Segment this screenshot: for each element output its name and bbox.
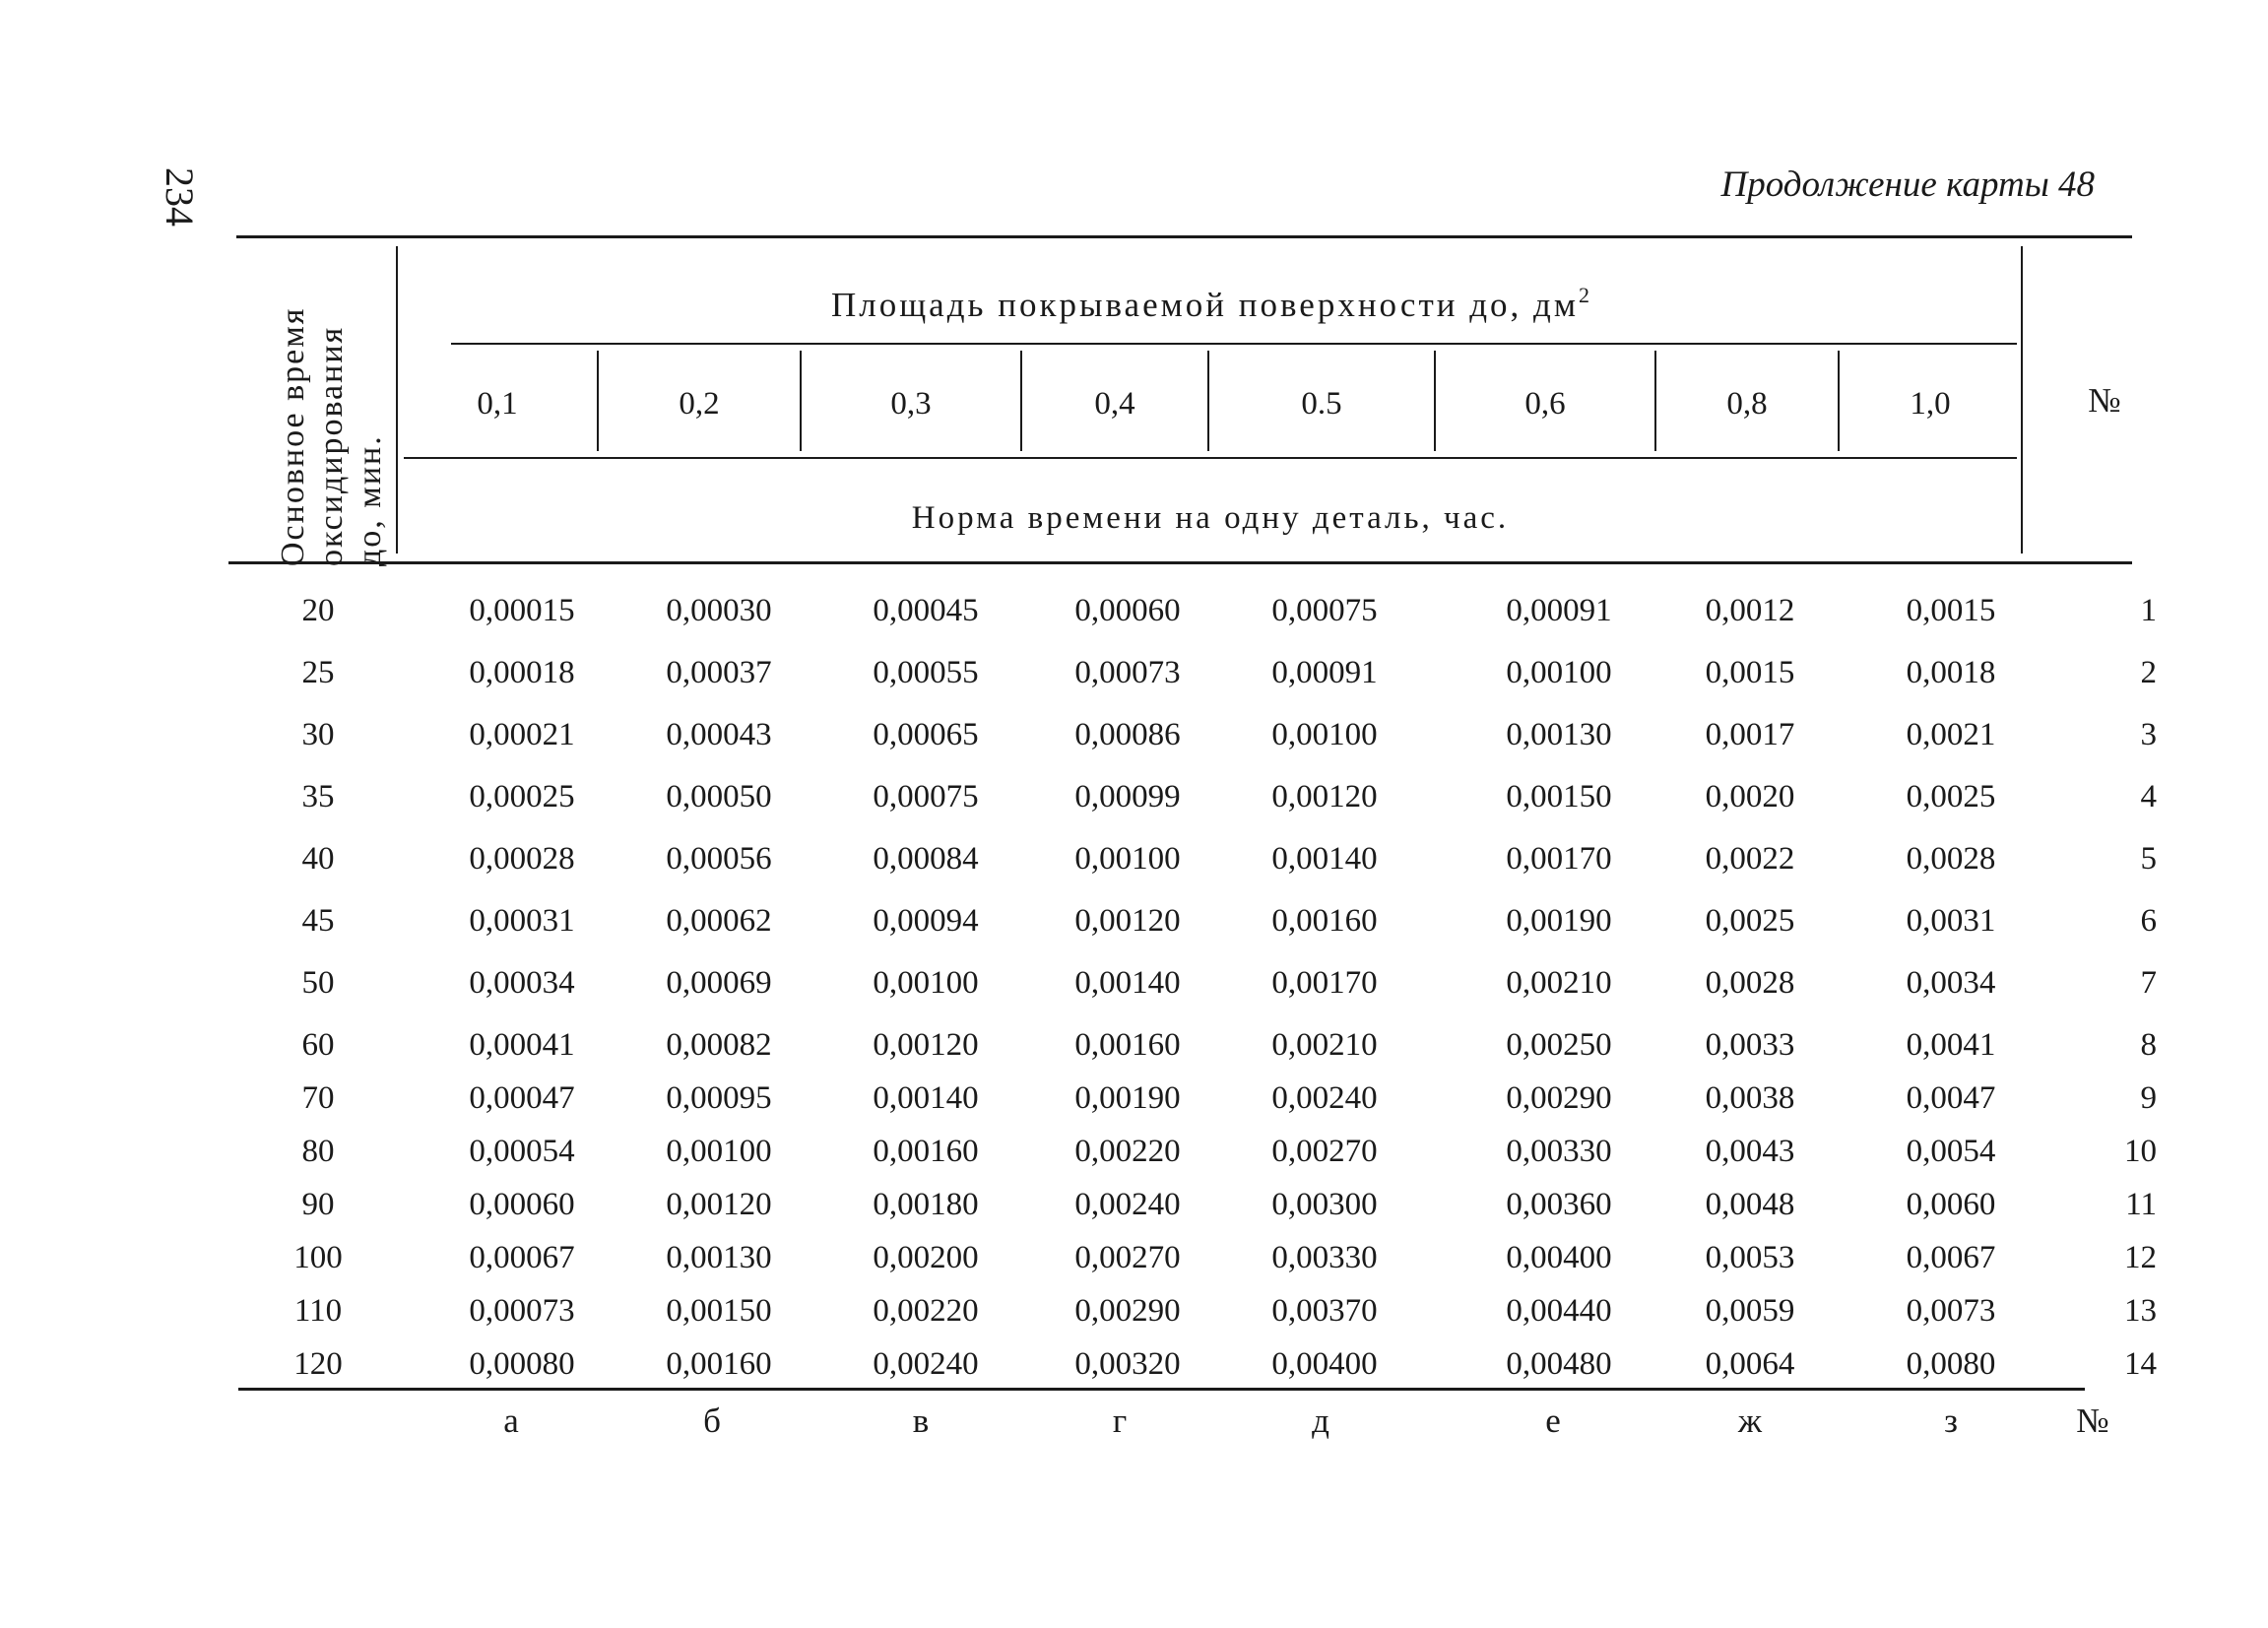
base-time-cell: 110 — [293, 1293, 343, 1329]
norm-cell-b: 0,00069 — [666, 965, 772, 1001]
norm-cell-d: 0,00400 — [1271, 1346, 1378, 1382]
norm-cell-a: 0,00060 — [469, 1187, 575, 1222]
norm-cell-b: 0,00043 — [666, 717, 772, 752]
norm-cell-d: 0,00370 — [1271, 1293, 1378, 1329]
norm-cell-e: 0,00130 — [1506, 717, 1612, 752]
norm-cell-z: 0,0047 — [1906, 1080, 1996, 1116]
norm-cell-z: 0,0031 — [1906, 903, 1996, 939]
norm-cell-z: 0,0060 — [1906, 1187, 1996, 1222]
norm-cell-a: 0,00080 — [469, 1346, 575, 1382]
norm-cell-d: 0,00160 — [1271, 903, 1378, 939]
norm-cell-b: 0,00120 — [666, 1187, 772, 1222]
norm-cell-b: 0,00082 — [666, 1027, 772, 1063]
norm-cell-d: 0,00075 — [1271, 593, 1378, 628]
base-time-cell: 20 — [301, 593, 335, 628]
base-time-cell: 60 — [301, 1027, 335, 1063]
norm-cell-z: 0,0015 — [1906, 593, 1996, 628]
norm-cell-g: 0,00073 — [1074, 655, 1181, 690]
norm-cell-a: 0,00018 — [469, 655, 575, 690]
norm-cell-b: 0,00056 — [666, 841, 772, 877]
norm-cell-v: 0,00065 — [873, 717, 979, 752]
row-number-cell: 5 — [2140, 841, 2157, 877]
norm-cell-zh: 0,0020 — [1705, 779, 1795, 814]
area-col-a: 0,1 — [477, 386, 518, 422]
norm-subheader-rule — [404, 457, 2017, 459]
norm-cell-a: 0,00054 — [469, 1134, 575, 1169]
norm-cell-a: 0,00031 — [469, 903, 575, 939]
area-subheader-rule — [451, 343, 2017, 345]
norm-cell-zh: 0,0053 — [1705, 1240, 1795, 1275]
norm-cell-b: 0,00062 — [666, 903, 772, 939]
norm-cell-d: 0,00120 — [1271, 779, 1378, 814]
norm-cell-g: 0,00190 — [1074, 1080, 1181, 1116]
norm-cell-g: 0,00270 — [1074, 1240, 1181, 1275]
norm-cell-g: 0,00120 — [1074, 903, 1181, 939]
row-number-cell: 9 — [2140, 1080, 2157, 1116]
norm-cell-a: 0,00041 — [469, 1027, 575, 1063]
norm-cell-g: 0,00060 — [1074, 593, 1181, 628]
norm-cell-e: 0,00330 — [1506, 1134, 1612, 1169]
page-number: 234 — [158, 167, 202, 227]
norm-cell-e: 0,00100 — [1506, 655, 1612, 690]
norm-cell-g: 0,00099 — [1074, 779, 1181, 814]
norm-cell-b: 0,00030 — [666, 593, 772, 628]
footer-letter-e: е — [1545, 1401, 1561, 1440]
area-title-text: Площадь покрываемой поверхности до, дм — [830, 286, 1580, 324]
base-time-header — [254, 271, 408, 566]
norm-cell-zh: 0,0048 — [1705, 1187, 1795, 1222]
norm-cell-e: 0,00170 — [1506, 841, 1612, 877]
norm-cell-v: 0,00140 — [873, 1080, 979, 1116]
norm-cell-z: 0,0067 — [1906, 1240, 1996, 1275]
base-time-line-1: Основное время — [274, 306, 311, 566]
area-col-zh: 0,8 — [1726, 386, 1768, 422]
area-col-e: 0,6 — [1524, 386, 1566, 422]
norm-cell-v: 0,00100 — [873, 965, 979, 1001]
norm-cell-zh: 0,0028 — [1705, 965, 1795, 1001]
row-number-cell: 12 — [2124, 1240, 2157, 1275]
norm-cell-z: 0,0073 — [1906, 1293, 1996, 1329]
norm-cell-v: 0,00120 — [873, 1027, 979, 1063]
norm-cell-d: 0,00210 — [1271, 1027, 1378, 1063]
footer-letter-z: з — [1944, 1401, 1958, 1440]
norm-cell-e: 0,00250 — [1506, 1027, 1612, 1063]
row-number-cell: 1 — [2140, 593, 2157, 628]
footer-number-sign: № — [2076, 1401, 2109, 1440]
norm-cell-d: 0,00091 — [1271, 655, 1378, 690]
row-number-cell: 7 — [2140, 965, 2157, 1001]
norm-cell-zh: 0,0025 — [1705, 903, 1795, 939]
norm-cell-zh: 0,0033 — [1705, 1027, 1795, 1063]
norm-cell-zh: 0,0015 — [1705, 655, 1795, 690]
base-time-cell: 90 — [301, 1187, 335, 1222]
area-col-b: 0,2 — [679, 386, 720, 422]
norm-cell-z: 0,0028 — [1906, 841, 1996, 877]
row-number-cell: 6 — [2140, 903, 2157, 939]
norm-cell-g: 0,00320 — [1074, 1346, 1181, 1382]
continuation-title: Продолжение карты 48 — [1720, 164, 2095, 205]
norm-cell-d: 0,00240 — [1271, 1080, 1378, 1116]
row-number-cell: 4 — [2140, 779, 2157, 814]
norm-cell-b: 0,00100 — [666, 1134, 772, 1169]
norm-cell-g: 0,00100 — [1074, 841, 1181, 877]
area-col-g: 0,4 — [1094, 386, 1135, 422]
table-top-rule — [236, 235, 2132, 238]
norm-cell-v: 0,00240 — [873, 1346, 979, 1382]
norm-cell-d: 0,00140 — [1271, 841, 1378, 877]
norm-cell-zh: 0,0064 — [1705, 1346, 1795, 1382]
base-time-cell: 120 — [293, 1346, 343, 1382]
norm-cell-e: 0,00290 — [1506, 1080, 1612, 1116]
norm-cell-b: 0,00150 — [666, 1293, 772, 1329]
base-time-cell: 30 — [301, 717, 335, 752]
norm-cell-g: 0,00290 — [1074, 1293, 1181, 1329]
norm-cell-v: 0,00094 — [873, 903, 979, 939]
norm-cell-v: 0,00200 — [873, 1240, 979, 1275]
norm-cell-zh: 0,0043 — [1705, 1134, 1795, 1169]
norm-cell-e: 0,00190 — [1506, 903, 1612, 939]
area-col-d: 0.5 — [1301, 386, 1342, 422]
norm-cell-a: 0,00034 — [469, 965, 575, 1001]
norm-cell-g: 0,00240 — [1074, 1187, 1181, 1222]
area-header — [398, 268, 2023, 323]
base-time-cell: 40 — [301, 841, 335, 877]
norm-cell-e: 0,00150 — [1506, 779, 1612, 814]
norm-cell-v: 0,00075 — [873, 779, 979, 814]
area-unit-power: 2 — [1579, 283, 1590, 307]
norm-cell-v: 0,00220 — [873, 1293, 979, 1329]
base-time-cell: 50 — [301, 965, 335, 1001]
norm-cell-z: 0,0021 — [1906, 717, 1996, 752]
norm-cell-e: 0,00400 — [1506, 1240, 1612, 1275]
norm-cell-e: 0,00440 — [1506, 1293, 1612, 1329]
norm-cell-d: 0,00100 — [1271, 717, 1378, 752]
norm-cell-a: 0,00015 — [469, 593, 575, 628]
row-number-cell: 11 — [2125, 1187, 2157, 1222]
norm-cell-a: 0,00028 — [469, 841, 575, 877]
footer-letter-zh: ж — [1737, 1401, 1763, 1440]
footer-letter-b: б — [703, 1401, 721, 1440]
norm-cell-b: 0,00160 — [666, 1346, 772, 1382]
area-col-z: 1,0 — [1910, 386, 1951, 422]
norm-cell-e: 0,00210 — [1506, 965, 1612, 1001]
norm-cell-v: 0,00045 — [873, 593, 979, 628]
base-time-cell: 25 — [301, 655, 335, 690]
row-number-cell: 10 — [2124, 1134, 2157, 1169]
footer-letter-a: а — [503, 1401, 519, 1440]
norm-cell-z: 0,0025 — [1906, 779, 1996, 814]
row-number-cell: 3 — [2140, 717, 2157, 752]
norm-cell-z: 0,0054 — [1906, 1134, 1996, 1169]
norm-cell-d: 0,00300 — [1271, 1187, 1378, 1222]
norm-cell-v: 0,00084 — [873, 841, 979, 877]
norm-cell-a: 0,00073 — [469, 1293, 575, 1329]
norm-cell-e: 0,00091 — [1506, 593, 1612, 628]
row-number-cell: 2 — [2140, 655, 2157, 690]
norm-cell-z: 0,0034 — [1906, 965, 1996, 1001]
norm-cell-v: 0,00160 — [873, 1134, 979, 1169]
norm-cell-b: 0,00130 — [666, 1240, 772, 1275]
base-time-line-2: оксидирования — [312, 325, 350, 566]
norm-cell-b: 0,00050 — [666, 779, 772, 814]
norm-cell-a: 0,00021 — [469, 717, 575, 752]
norm-cell-g: 0,00140 — [1074, 965, 1181, 1001]
norm-cell-a: 0,00025 — [469, 779, 575, 814]
norm-cell-zh: 0,0012 — [1705, 593, 1795, 628]
norm-cell-g: 0,00086 — [1074, 717, 1181, 752]
number-header: № — [2088, 381, 2121, 420]
norm-cell-zh: 0,0059 — [1705, 1293, 1795, 1329]
footer-letter-d: д — [1312, 1401, 1329, 1440]
norm-cell-v: 0,00180 — [873, 1187, 979, 1222]
norm-cell-g: 0,00160 — [1074, 1027, 1181, 1063]
base-time-cell: 35 — [301, 779, 335, 814]
norm-cell-zh: 0,0038 — [1705, 1080, 1795, 1116]
norm-cell-g: 0,00220 — [1074, 1134, 1181, 1169]
norm-cell-z: 0,0018 — [1906, 655, 1996, 690]
base-time-cell: 100 — [293, 1240, 343, 1275]
norm-cell-zh: 0,0022 — [1705, 841, 1795, 877]
row-number-cell: 14 — [2124, 1346, 2157, 1382]
base-time-cell: 70 — [301, 1080, 335, 1116]
norm-header: Норма времени на одну деталь, час. — [911, 500, 1510, 536]
header-bottom-rule — [228, 561, 2132, 564]
footer-letter-v: в — [912, 1401, 930, 1440]
norm-cell-e: 0,00480 — [1506, 1346, 1612, 1382]
body-bottom-rule — [238, 1388, 2085, 1391]
row-number-cell: 13 — [2124, 1293, 2157, 1329]
norm-cell-b: 0,00095 — [666, 1080, 772, 1116]
norm-cell-zh: 0,0017 — [1705, 717, 1795, 752]
norm-cell-b: 0,00037 — [666, 655, 772, 690]
norm-cell-z: 0,0080 — [1906, 1346, 1996, 1382]
base-time-cell: 45 — [301, 903, 335, 939]
base-time-cell: 80 — [301, 1134, 335, 1169]
footer-letter-g: г — [1112, 1401, 1128, 1440]
norm-cell-a: 0,00047 — [469, 1080, 575, 1116]
norm-cell-d: 0,00170 — [1271, 965, 1378, 1001]
norm-cell-z: 0,0041 — [1906, 1027, 1996, 1063]
area-col-v: 0,3 — [890, 386, 932, 422]
norm-cell-d: 0,00330 — [1271, 1240, 1378, 1275]
norm-cell-v: 0,00055 — [873, 655, 979, 690]
norm-cell-e: 0,00360 — [1506, 1187, 1612, 1222]
row-number-cell: 8 — [2140, 1027, 2157, 1063]
norm-cell-a: 0,00067 — [469, 1240, 575, 1275]
base-time-line-3: до, мин. — [351, 434, 388, 566]
norm-cell-d: 0,00270 — [1271, 1134, 1378, 1169]
